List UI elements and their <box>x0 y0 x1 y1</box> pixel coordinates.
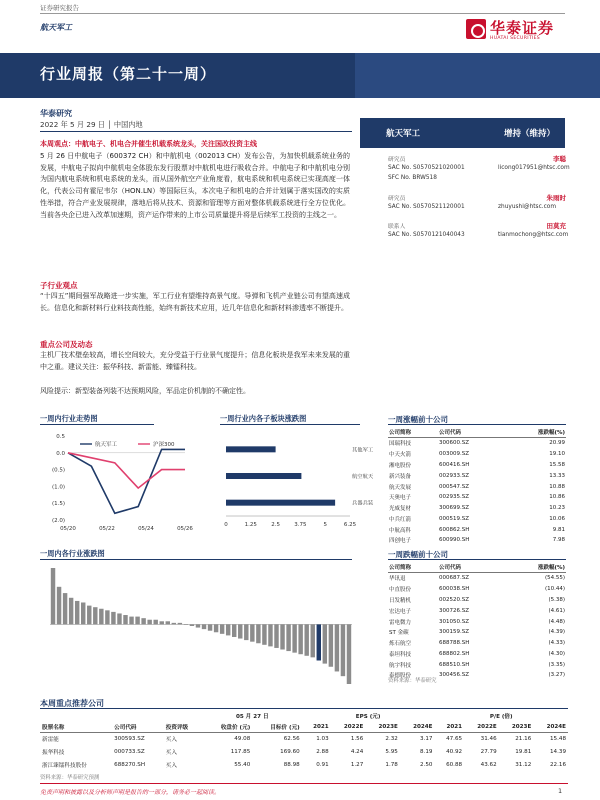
table-cell: 2.32 <box>385 736 398 743</box>
x-tick-label: 05/22 <box>99 526 115 532</box>
bar <box>69 598 73 625</box>
table-cell: 9.81 <box>552 526 565 533</box>
table-cell: 000733.SZ <box>114 749 145 756</box>
table-cell: 1.78 <box>385 761 398 768</box>
col-header: 2024E <box>533 721 568 733</box>
rating-value <box>504 127 555 139</box>
table-cell: (4.39) <box>548 629 565 636</box>
col-header: 公司简称 <box>388 561 438 573</box>
col-header: 公司简称 <box>388 426 438 438</box>
col-header: 2023E <box>365 721 400 733</box>
logo-icon <box>466 19 486 39</box>
sector-label: 航天军工 <box>40 23 72 32</box>
table-cell: 15.48 <box>549 736 566 743</box>
bar <box>117 613 121 624</box>
table-row <box>388 535 566 546</box>
table-row <box>388 659 566 670</box>
table-cell: 航天发展 <box>389 484 412 491</box>
analyst-email[interactable]: tianmochong@htsc.com <box>498 232 569 238</box>
trend-chart <box>40 428 193 538</box>
gainers-table <box>388 426 566 546</box>
table-row <box>40 746 568 759</box>
bar <box>105 610 109 624</box>
series-line <box>68 453 185 488</box>
table-cell: 300159.SZ <box>439 629 470 636</box>
bar <box>250 624 254 641</box>
table-cell: 航宇科技 <box>389 662 412 669</box>
col-header: 公司代码 <box>438 426 505 438</box>
table-cell: 31.12 <box>515 761 532 768</box>
table-cell: 0.91 <box>316 761 329 768</box>
bar <box>311 624 315 657</box>
table-row <box>40 733 568 746</box>
table-cell: (4.61) <box>548 607 565 614</box>
x-tick-label: 0 <box>224 522 228 528</box>
recommend-line <box>40 708 568 709</box>
col-header: 2024E <box>400 721 435 733</box>
analyst-sac: SAC No. S0570521020001 <box>388 165 465 171</box>
bar <box>208 624 212 630</box>
table-cell: 600038.SH <box>439 586 470 593</box>
bar <box>184 624 188 625</box>
table-cell: (4.33) <box>548 640 565 647</box>
date-text: 2022 年 5 月 29 日 <box>40 120 105 129</box>
trend-chart-title: 一周内行业走势图 <box>40 414 98 423</box>
bar <box>99 609 103 625</box>
bar <box>220 624 224 633</box>
bar <box>51 568 55 624</box>
table-cell: ST 金碳 <box>389 630 409 637</box>
analyst-sac: SAC No. S0570521120001 <box>388 204 465 210</box>
logo-cn: 华泰证券 <box>490 19 555 37</box>
table-cell: (3.27) <box>548 672 565 679</box>
table-cell: 21.16 <box>515 736 532 743</box>
bar <box>292 624 296 652</box>
bar <box>304 624 308 655</box>
table-cell: 43.62 <box>480 761 497 768</box>
bar <box>335 624 339 671</box>
table-cell: 20.99 <box>549 440 565 447</box>
table-cell: 55.40 <box>234 761 251 768</box>
bar <box>160 621 164 624</box>
table-cell: 宏达电子 <box>389 608 412 615</box>
analyst-3 <box>388 221 569 245</box>
col-header: 目标价 (元) <box>252 721 301 733</box>
date-header: 05 月 27 日 <box>235 713 269 720</box>
disclaimer: 免责声明和披露以及分析师声明是报告的一部分，请务必一起阅读。 <box>40 789 221 796</box>
table-cell: (10.44) <box>544 586 565 593</box>
table-cell: 600990.SH <box>439 537 470 544</box>
table-row <box>388 524 566 535</box>
table-cell: 买入 <box>165 750 177 757</box>
category-label: 其他军工 <box>352 447 374 454</box>
table-cell: 88.98 <box>283 761 300 768</box>
table-cell: 天奥电子 <box>389 495 412 502</box>
sub-heading: 子行业观点 <box>40 281 78 290</box>
org-name: 华泰研究 <box>40 109 72 118</box>
table-cell: 国瑞科技 <box>389 441 412 448</box>
bar <box>238 624 242 638</box>
y-tick-label: (1.0) <box>51 484 65 491</box>
table-row <box>388 470 566 481</box>
table-row <box>388 492 566 503</box>
table-cell: 300600.SZ <box>439 440 470 447</box>
bar <box>286 624 290 651</box>
recommend-table <box>40 710 568 771</box>
report-title: 行业周报（第二十一周） <box>40 65 217 83</box>
report-date: 2022 年 5 月 29 日 │ 中国内地 <box>40 120 143 129</box>
bar <box>341 624 345 676</box>
table-cell: 40.92 <box>446 749 463 756</box>
table-cell: 炼石航空 <box>389 641 412 648</box>
col-header: 投资评级 <box>164 721 203 733</box>
table-cell: 2.88 <box>316 749 329 756</box>
table-cell: 688510.SH <box>439 661 470 668</box>
table-cell: 60.88 <box>446 761 463 768</box>
table-cell: 雷电微力 <box>389 619 412 626</box>
table-row <box>388 627 566 638</box>
banner-right-panel <box>355 53 600 98</box>
bar <box>87 606 91 625</box>
bar <box>226 624 230 635</box>
bar <box>196 624 200 627</box>
y-tick-label: (2.0) <box>51 518 65 524</box>
analyst-role: 联系人 <box>388 224 406 230</box>
region-text: 中国内地 <box>113 120 143 129</box>
table-cell: (54.55) <box>544 575 565 582</box>
table-cell: 四创电子 <box>389 538 412 545</box>
table-cell: 日发精机 <box>389 597 412 604</box>
bar <box>147 620 151 625</box>
bar <box>280 624 284 649</box>
table-row <box>388 438 566 449</box>
left-divider <box>40 131 352 132</box>
table-cell: 19.81 <box>515 749 532 756</box>
sub-title-line <box>220 424 360 425</box>
table-cell: 买入 <box>165 762 177 769</box>
x-tick-label: 05/20 <box>60 526 76 532</box>
table-row <box>388 616 566 627</box>
x-tick-label: 6.25 <box>343 522 357 528</box>
losers-table <box>388 561 566 681</box>
table-cell: 688788.SH <box>439 640 470 647</box>
table-cell: (5.38) <box>548 596 565 603</box>
table-row <box>388 595 566 606</box>
table-cell: 117.85 <box>230 749 251 756</box>
table-cell: 300456.SZ <box>439 672 470 679</box>
risk-text: 风险提示：新型装备列装不达预期风险，军品定价机制的不确定性。 <box>40 387 250 395</box>
table-cell: 10.06 <box>549 515 565 522</box>
trend-title-line <box>40 424 154 425</box>
bar <box>226 446 276 452</box>
col-header: 公司代码 <box>112 721 164 733</box>
table-cell: 4.24 <box>350 749 364 756</box>
stock-title-line <box>40 559 352 560</box>
table-cell: 002935.SZ <box>439 494 470 501</box>
table-cell: 湘电股份 <box>389 462 412 469</box>
analyst-email[interactable]: licong017951@htsc.com <box>498 165 570 171</box>
col-header: 2022E <box>331 721 366 733</box>
page-number: 1 <box>558 787 563 795</box>
bar <box>268 624 272 646</box>
table-cell: 600862.SH <box>439 526 470 533</box>
summary-heading: 本周观点：中航电子、机电合并催生机载系统龙头，关注国改投资主线 <box>40 140 257 148</box>
table-cell: 3.17 <box>420 736 433 743</box>
losers-line <box>388 559 566 560</box>
bar <box>262 624 266 644</box>
analyst-name: 朱雨时 <box>546 194 566 202</box>
table-cell: 49.08 <box>234 736 251 743</box>
bar <box>93 607 97 624</box>
table-cell: 301050.SZ <box>439 618 470 625</box>
table-row <box>388 605 566 616</box>
table-cell: 振华科技 <box>42 750 65 757</box>
recommend-source: 资料来源：华泰研究预测 <box>40 775 100 781</box>
bar <box>123 615 127 624</box>
col-header: 公司代码 <box>438 561 505 573</box>
table-cell: 002933.SZ <box>439 472 470 479</box>
table-cell: 中天火箭 <box>389 452 412 459</box>
footer-line <box>40 783 568 784</box>
table-cell: 1.27 <box>350 761 364 768</box>
x-tick-label: 3.75 <box>294 522 307 528</box>
bar <box>172 623 176 625</box>
table-cell: (3.35) <box>548 661 565 668</box>
company-logo <box>466 16 576 46</box>
category-label: 航空航天 <box>352 474 374 480</box>
y-tick-label: (1.5) <box>51 501 65 508</box>
analyst-sfc: SFC No. BRW518 <box>388 175 437 181</box>
table-cell: 688270.SH <box>114 761 146 768</box>
table-cell: 19.10 <box>549 451 565 458</box>
table-cell: 10.86 <box>549 494 565 501</box>
analyst-email[interactable]: zhuyushi@htsc.com <box>498 204 556 210</box>
col-header: 2023E <box>499 721 534 733</box>
bar <box>317 624 321 660</box>
table-cell: 300726.SZ <box>439 607 470 614</box>
table-cell: 2.50 <box>420 761 433 768</box>
category-label: 兵器兵装 <box>352 500 374 507</box>
table-cell: (4.30) <box>548 650 565 657</box>
table-cell: 47.65 <box>446 736 463 743</box>
table-cell: 1.56 <box>350 736 364 743</box>
col-header: 收盘价 (元) <box>203 721 252 733</box>
legend-label: 航天军工 <box>95 442 118 448</box>
table-cell: 169.60 <box>280 749 300 756</box>
bar <box>298 624 302 654</box>
bar <box>166 621 170 624</box>
bar <box>75 601 79 625</box>
bar <box>129 617 133 625</box>
table-cell: 买入 <box>165 737 177 744</box>
table-cell: 14.39 <box>549 749 566 756</box>
bar <box>57 587 61 625</box>
table-cell: 中航高科 <box>389 527 412 534</box>
legend-label: 沪深300 <box>153 442 175 448</box>
table-cell: 300593.SZ <box>114 736 145 743</box>
table-row <box>388 503 566 514</box>
focus-body: 主机厂技术壁垒较高，增长空间较大，充分受益于行业景气度提升；信息化板块是我军未来发展的重中之重。建议关注：振华科技、新雷能、臻镭科技。 <box>40 351 350 371</box>
pe-header: P/E (倍) <box>489 713 513 720</box>
x-tick-label: 5 <box>323 522 327 528</box>
bar <box>232 624 236 637</box>
table-cell: 新雷能 <box>42 737 59 744</box>
rating-sector: 航天军工 <box>386 129 421 139</box>
x-tick-label: 2.5 <box>271 522 280 528</box>
table-cell: 000687.SZ <box>439 575 470 582</box>
focus-heading: 重点公司及动态 <box>40 340 93 349</box>
table-row <box>388 638 566 649</box>
analyst-name: 田莫充 <box>546 222 566 230</box>
table-cell: 泰德股份 <box>389 673 412 680</box>
losers-title: 一周跌幅前十公司 <box>388 550 448 559</box>
table-cell: 688802.SH <box>439 650 470 657</box>
bar <box>178 623 182 625</box>
table-cell: 中兵红箭 <box>389 516 412 523</box>
rating-note: （维持） <box>520 129 555 139</box>
col-header: 涨跌幅(%) <box>505 561 566 573</box>
bar <box>226 473 301 479</box>
sub-chart-title: 一周行业内各子板块涨跌图 <box>220 414 307 423</box>
table-row <box>388 513 566 524</box>
y-tick-label: (0.5) <box>51 467 65 474</box>
table-cell: 31.46 <box>480 736 497 743</box>
table-cell: 300699.SZ <box>439 505 470 512</box>
col-header: 2021 <box>302 721 331 733</box>
title-banner <box>0 53 600 98</box>
col-header: 股票名称 <box>40 721 112 733</box>
table-cell: 10.88 <box>549 483 565 490</box>
logo-en: HUATAI SECURITIES <box>490 36 541 41</box>
bar <box>153 620 157 625</box>
summary-section <box>40 139 350 222</box>
rating-text: 增持 <box>503 129 521 139</box>
sub-chart <box>220 428 380 538</box>
table-row <box>388 449 566 460</box>
series-line <box>68 449 185 513</box>
bar <box>81 602 85 624</box>
bar <box>190 624 194 626</box>
summary-body: 5 月 26 日中航电子（600372 CH）和中航机电（002013 CH）发布公告，为加快机载系统业务的发展，中航电子拟向中航机电全体股东发行股票对中航机电进行吸收合并。中航电子和中航机电分别为国内航电系统和机电系统的龙头，而从国外航空产业角度看，航电系统和机电系统已实现高度一体化，代表公司有霍尼韦尔（HON.LN）等国际巨头，本次电子和机电的合并计划属于落实国改的实质性举措，符合产业发展规律，落地后将从技术、资源和管理等方面对整体机载系统进行全方位优化。当前各央企已进入改革加速期，资产运作带来的上市公司质量提升将是后续军工投资的主线之一。 <box>40 151 350 219</box>
x-tick-label: 05/24 <box>138 526 154 532</box>
bar <box>256 624 260 643</box>
table-cell: (4.48) <box>548 618 565 625</box>
bar <box>274 624 278 648</box>
table-cell: 62.56 <box>283 736 300 743</box>
bar <box>111 612 115 625</box>
table-row <box>388 481 566 492</box>
bar <box>347 624 351 684</box>
col-header: 涨跌幅(%) <box>505 426 566 438</box>
table-cell: 000547.SZ <box>439 483 470 490</box>
x-tick-label: 1.25 <box>244 522 257 528</box>
bar <box>202 624 206 629</box>
y-tick-label: 0.5 <box>56 434 65 440</box>
stock-chart-title: 一周内各行业涨跌图 <box>40 549 105 558</box>
table-cell: 003009.SZ <box>439 451 470 458</box>
bar <box>141 618 145 624</box>
bar <box>329 624 333 666</box>
analyst-role: 研究员 <box>388 157 406 163</box>
rating-box <box>360 118 565 148</box>
x-tick-label: 05/26 <box>177 526 193 532</box>
table-cell: 27.79 <box>480 749 497 756</box>
table-row <box>388 573 566 584</box>
col-header: 2022E <box>464 721 499 733</box>
bar <box>323 624 327 663</box>
analyst-role: 研究员 <box>388 196 406 202</box>
table-cell: 光威复材 <box>389 506 412 513</box>
doc-type: 证券研究报告 <box>40 4 79 12</box>
col-header: 2021 <box>434 721 464 733</box>
sub-body: “十四五”期间强军战略进一步实施，军工行业有望维持高景气度。导弹和飞机产业链公司有望高速成长。信息化和新材料行业料技高性能，始终有新技术应用，近几年信息化和新材料渗透率不断提升。 <box>40 292 350 312</box>
bar <box>226 500 335 506</box>
table-cell: 7.98 <box>552 537 565 544</box>
table-cell: 000519.SZ <box>439 515 470 522</box>
header-divider <box>40 13 565 14</box>
table-cell: 5.95 <box>385 749 398 756</box>
bar <box>244 624 248 640</box>
table-cell: 8.19 <box>420 749 433 756</box>
analyst-sac: SAC No. S0570121040043 <box>388 232 465 238</box>
table-cell: 22.16 <box>549 761 566 768</box>
gainers-title: 一周涨幅前十公司 <box>388 415 448 424</box>
analyst-1 <box>388 154 570 188</box>
industry-chart <box>40 562 358 690</box>
table-cell: 浙江臻镭科技股份 <box>42 762 87 769</box>
table-cell: 13.33 <box>549 472 565 479</box>
table-cell: 10.23 <box>549 505 565 512</box>
analyst-2 <box>388 193 566 217</box>
table-cell: 1.03 <box>316 736 329 743</box>
bar <box>63 593 67 624</box>
table-cell: 泰坦科技 <box>389 651 412 658</box>
table-row <box>388 648 566 659</box>
table-row <box>388 584 566 595</box>
table-row <box>40 759 568 772</box>
y-tick-label: 0.0 <box>56 450 65 457</box>
eps-header: EPS (元) <box>355 713 381 720</box>
table-row <box>388 460 566 471</box>
table-cell: 15.58 <box>549 461 565 468</box>
table-cell: 002520.SZ <box>439 596 470 603</box>
table-cell: 中直股份 <box>389 587 412 594</box>
analyst-name: 李聪 <box>553 155 566 163</box>
bar <box>135 617 139 625</box>
table-cell: 600416.SH <box>439 461 470 468</box>
table-cell: 华讯退 <box>389 576 406 583</box>
table-cell: 新兴装备 <box>389 473 412 480</box>
recommend-title: 本周重点推荐公司 <box>40 699 104 708</box>
gainers-line <box>388 424 566 425</box>
bar <box>214 624 218 632</box>
losers-source: 资料来源：华泰研究 <box>388 678 437 684</box>
